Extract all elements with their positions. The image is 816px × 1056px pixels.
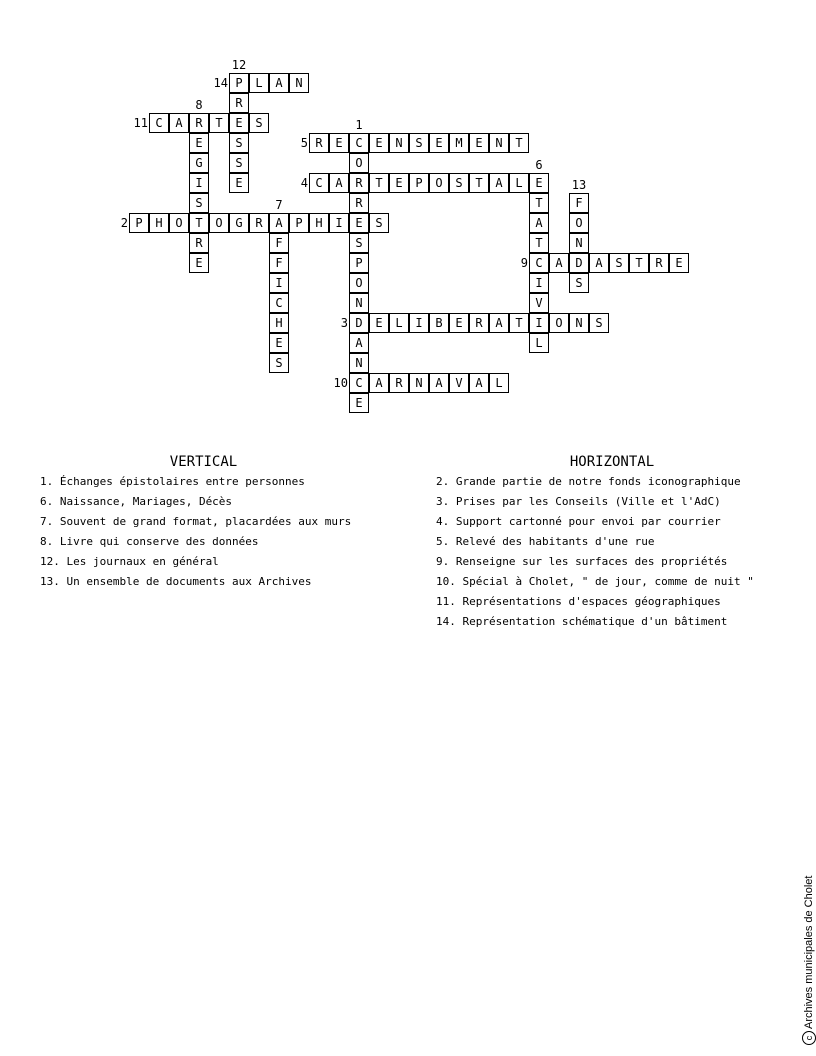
grid-cell[interactable]: S [589, 313, 609, 333]
grid-cell[interactable]: S [229, 153, 249, 173]
grid-cell[interactable]: N [489, 133, 509, 153]
clue-vertical-6: 6. Naissance, Mariages, Décès [40, 495, 233, 508]
clue-horizontal-2: 2. Grande partie de notre fonds iconographique [436, 475, 741, 488]
grid-cell[interactable]: T [189, 213, 209, 233]
grid-cell[interactable]: T [509, 133, 529, 153]
grid-cell[interactable]: E [189, 133, 209, 153]
grid-cell[interactable]: C [349, 373, 369, 393]
grid-cell[interactable]: N [289, 73, 309, 93]
grid-cell[interactable]: E [269, 333, 289, 353]
grid-cell[interactable]: T [529, 193, 549, 213]
grid-cell[interactable]: E [229, 173, 249, 193]
grid-cell[interactable]: P [409, 173, 429, 193]
grid-cell[interactable]: G [229, 213, 249, 233]
grid-cell[interactable]: A [169, 113, 189, 133]
grid-cell[interactable]: E [369, 133, 389, 153]
clue-number-5: 5 [300, 136, 308, 150]
clue-vertical-7: 7. Souvent de grand format, placardées aux murs [40, 515, 352, 528]
grid-cell[interactable]: T [629, 253, 649, 273]
grid-cell[interactable]: A [429, 373, 449, 393]
grid-cell[interactable]: N [389, 133, 409, 153]
grid-cell[interactable]: C [269, 293, 289, 313]
grid-cell[interactable]: E [389, 173, 409, 193]
grid-cell[interactable]: A [269, 73, 289, 93]
clue-horizontal-14: 14. Représentation schématique d'un bâtiment [436, 615, 728, 628]
horizontal-heading: HORIZONTAL [569, 454, 655, 470]
grid-cell[interactable]: T [209, 113, 229, 133]
grid-cell[interactable]: S [569, 273, 589, 293]
vertical-clues [40, 452, 440, 592]
grid-cell[interactable]: R [249, 213, 269, 233]
grid-cell[interactable]: O [349, 153, 369, 173]
clue-number-3: 3 [340, 316, 348, 330]
grid-cell[interactable]: R [349, 173, 369, 193]
clue-horizontal-9: 9. Renseigne sur les surfaces des propriétés [436, 555, 728, 568]
grid-cell[interactable]: P [229, 73, 249, 93]
clue-number-9: 9 [520, 256, 528, 270]
vertical-heading: VERTICAL [169, 454, 238, 470]
grid-cell[interactable]: E [369, 313, 389, 333]
grid-cell[interactable]: R [469, 313, 489, 333]
clue-horizontal-5: 5. Relevé des habitants d'une rue [436, 535, 655, 548]
clue-number-1: 1 [355, 118, 363, 132]
grid-cell[interactable]: E [469, 133, 489, 153]
grid-cell[interactable]: I [529, 313, 549, 333]
grid-cell[interactable]: G [189, 153, 209, 173]
grid-cell[interactable]: S [609, 253, 629, 273]
grid-cell[interactable]: I [189, 173, 209, 193]
grid-cell[interactable]: A [489, 173, 509, 193]
grid-cell[interactable]: A [489, 313, 509, 333]
grid-cell[interactable]: F [569, 193, 589, 213]
clue-number-13: 13 [571, 178, 587, 192]
grid-cell[interactable]: F [269, 253, 289, 273]
grid-cell[interactable]: O [549, 313, 569, 333]
clue-horizontal-3: 3. Prises par les Conseils (Ville et l'AdC) [436, 495, 721, 508]
clue-vertical-12: 12. Les journaux en général [40, 555, 219, 568]
grid-cell[interactable]: S [369, 213, 389, 233]
grid-cell[interactable]: O [429, 173, 449, 193]
grid-cell[interactable]: H [149, 213, 169, 233]
grid-cell[interactable]: O [569, 213, 589, 233]
grid-cell[interactable]: S [269, 353, 289, 373]
grid-cell[interactable]: N [569, 233, 589, 253]
grid-cell[interactable]: D [349, 313, 369, 333]
clue-number-8: 8 [195, 98, 203, 112]
clue-horizontal-11: 11. Représentations d'espaces géographiques [436, 595, 721, 608]
grid-cell[interactable]: R [189, 113, 209, 133]
grid-cell[interactable]: S [249, 113, 269, 133]
grid-cell[interactable]: C [149, 113, 169, 133]
grid-cell[interactable]: N [349, 353, 369, 373]
grid-cell[interactable]: T [509, 313, 529, 333]
grid-cell[interactable]: R [389, 373, 409, 393]
grid-cell[interactable]: O [349, 273, 369, 293]
grid-cell[interactable]: C [309, 173, 329, 193]
grid-cell[interactable]: P [349, 253, 369, 273]
grid-cell[interactable]: E [449, 313, 469, 333]
grid-cell[interactable]: A [349, 333, 369, 353]
grid-cell[interactable]: E [349, 393, 369, 413]
grid-cell[interactable]: I [269, 273, 289, 293]
grid-cell[interactable]: A [549, 253, 569, 273]
copyright-text: Archives municipales de Cholet [803, 875, 815, 1029]
clue-horizontal-10: 10. Spécial à Cholet, " de jour, comme de nuit " [436, 575, 754, 588]
grid-cell[interactable]: I [329, 213, 349, 233]
grid-cell[interactable]: R [189, 233, 209, 253]
grid-cell[interactable]: T [529, 233, 549, 253]
grid-cell[interactable]: T [469, 173, 489, 193]
vertical-clue-list [40, 472, 440, 592]
grid-cell[interactable]: N [569, 313, 589, 333]
horizontal-clues [436, 452, 816, 632]
grid-cell[interactable]: L [529, 333, 549, 353]
clue-number-11: 11 [133, 116, 148, 130]
grid-cell[interactable]: C [529, 253, 549, 273]
grid-cell[interactable]: E [529, 173, 549, 193]
grid-cell[interactable]: A [269, 213, 289, 233]
grid-cell[interactable]: A [329, 173, 349, 193]
grid-cell[interactable]: E [329, 133, 349, 153]
grid-cell[interactable]: R [309, 133, 329, 153]
grid-cell[interactable]: H [309, 213, 329, 233]
clue-number-6: 6 [535, 158, 543, 172]
grid-cell[interactable]: R [649, 253, 669, 273]
grid-cell[interactable]: E [429, 133, 449, 153]
grid-cell[interactable]: T [369, 173, 389, 193]
crossword-grid [0, 0, 816, 420]
grid-cell[interactable]: A [469, 373, 489, 393]
grid-cell[interactable]: A [529, 213, 549, 233]
grid-cell[interactable]: S [449, 173, 469, 193]
grid-cell[interactable]: F [269, 233, 289, 253]
grid-cell[interactable]: I [529, 273, 549, 293]
grid-cell[interactable]: B [429, 313, 449, 333]
grid-cell[interactable]: A [369, 373, 389, 393]
clue-horizontal-4: 4. Support cartonné pour envoi par courrier [436, 515, 721, 528]
grid-cell[interactable]: A [589, 253, 609, 273]
grid-cell[interactable]: L [249, 73, 269, 93]
clue-vertical-13: 13. Un ensemble de documents aux Archives [40, 575, 312, 588]
grid-cell[interactable]: V [529, 293, 549, 313]
grid-cell[interactable]: E [349, 213, 369, 233]
clue-number-4: 4 [300, 176, 308, 190]
grid-cell[interactable]: L [389, 313, 409, 333]
clue-number-14: 14 [213, 76, 228, 90]
grid-cell[interactable]: N [409, 373, 429, 393]
grid-cell[interactable]: E [189, 253, 209, 273]
clue-number-10: 10 [333, 376, 348, 390]
grid-cell[interactable]: R [229, 93, 249, 113]
grid-cell[interactable]: P [129, 213, 149, 233]
grid-cell[interactable]: L [509, 173, 529, 193]
grid-cell[interactable]: S [229, 133, 249, 153]
clue-number-7: 7 [275, 198, 283, 212]
clue-number-2: 2 [120, 216, 128, 230]
grid-cell[interactable]: R [349, 193, 369, 213]
grid-cell[interactable]: L [489, 373, 509, 393]
grid-cell[interactable]: E [229, 113, 249, 133]
clue-vertical-8: 8. Livre qui conserve des données [40, 535, 259, 548]
grid-cell[interactable]: O [209, 213, 229, 233]
grid-cell[interactable]: S [189, 193, 209, 213]
grid-cell[interactable]: C [349, 133, 369, 153]
grid-cell[interactable]: E [669, 253, 689, 273]
copyright-icon: c [802, 1031, 816, 1045]
grid-cell[interactable]: I [409, 313, 429, 333]
grid-cell[interactable]: N [349, 293, 369, 313]
grid-cell[interactable]: D [569, 253, 589, 273]
grid-cell[interactable]: P [289, 213, 309, 233]
copyright-notice [802, 876, 816, 1045]
grid-cell[interactable]: H [269, 313, 289, 333]
horizontal-clue-list [436, 472, 816, 632]
grid-cell[interactable]: O [169, 213, 189, 233]
grid-cell[interactable]: S [349, 233, 369, 253]
clue-vertical-1: 1. Échanges épistolaires entre personnes [40, 475, 305, 488]
grid-cell[interactable]: M [449, 133, 469, 153]
clue-number-12: 12 [231, 58, 247, 72]
grid-cell[interactable]: V [449, 373, 469, 393]
grid-cell[interactable]: S [409, 133, 429, 153]
